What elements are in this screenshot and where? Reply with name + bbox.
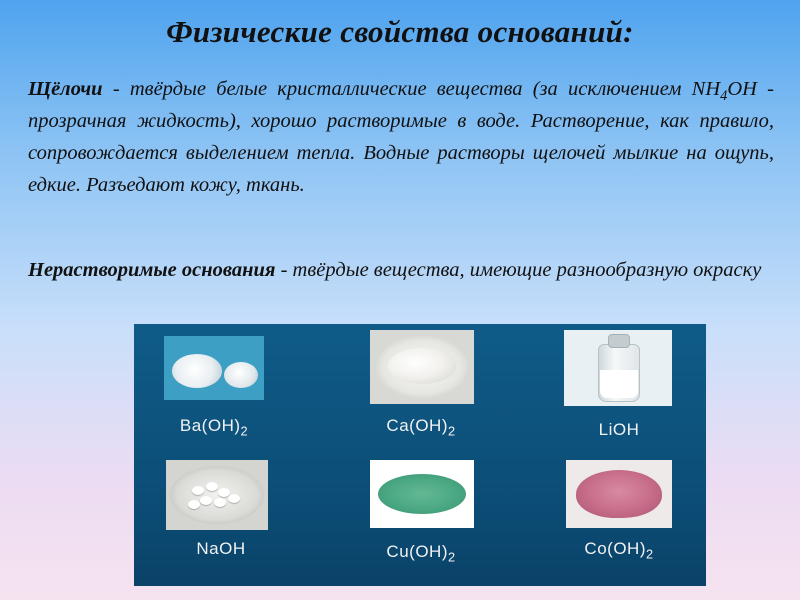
ca-oh-2-label: $Ca(OH)_2$ xyxy=(386,416,456,439)
insoluble-text: - твёрдые вещества, имеющие разнообразную окраску xyxy=(275,259,762,281)
ba-oh-2-label: $Ba(OH)_2$ xyxy=(179,416,249,439)
alkalis-subscript: 4 xyxy=(720,88,728,105)
insoluble-paragraph xyxy=(28,254,774,286)
lioh-photo xyxy=(564,330,672,406)
co-oh-2-photo xyxy=(566,460,672,528)
naoh-label: NaOH xyxy=(196,539,246,558)
alkalis-term: Щёлочи xyxy=(28,78,103,100)
co-oh-2-label: $Co(OH)_2$ xyxy=(584,539,654,562)
cu-oh-2-photo xyxy=(370,460,474,528)
naoh-photo xyxy=(166,460,268,530)
alkalis-paragraph xyxy=(28,73,774,201)
ba-oh-2-photo xyxy=(164,336,264,400)
alkalis-text-part2: OH - прозрачная жидкость), хорошо растворимые в воде. Растворение, как правило, сопровождается выделением тепла. Водные растворы щелочей мылкие на ощупь, едкие. Разъедают кожу, ткань. xyxy=(28,78,775,196)
compounds-image-panel xyxy=(134,324,706,586)
lioh-label: LiOH xyxy=(598,420,640,439)
slide-title: Физические свойства оснований: xyxy=(166,14,634,49)
cu-oh-2-label: $Cu(OH)_2$ xyxy=(386,542,456,565)
ca-oh-2-photo xyxy=(370,330,474,404)
alkalis-text-part1: - твёрдые белые кристаллические вещества (за исключением NH xyxy=(102,78,721,100)
insoluble-term: Нерастворимые основания xyxy=(28,259,276,281)
